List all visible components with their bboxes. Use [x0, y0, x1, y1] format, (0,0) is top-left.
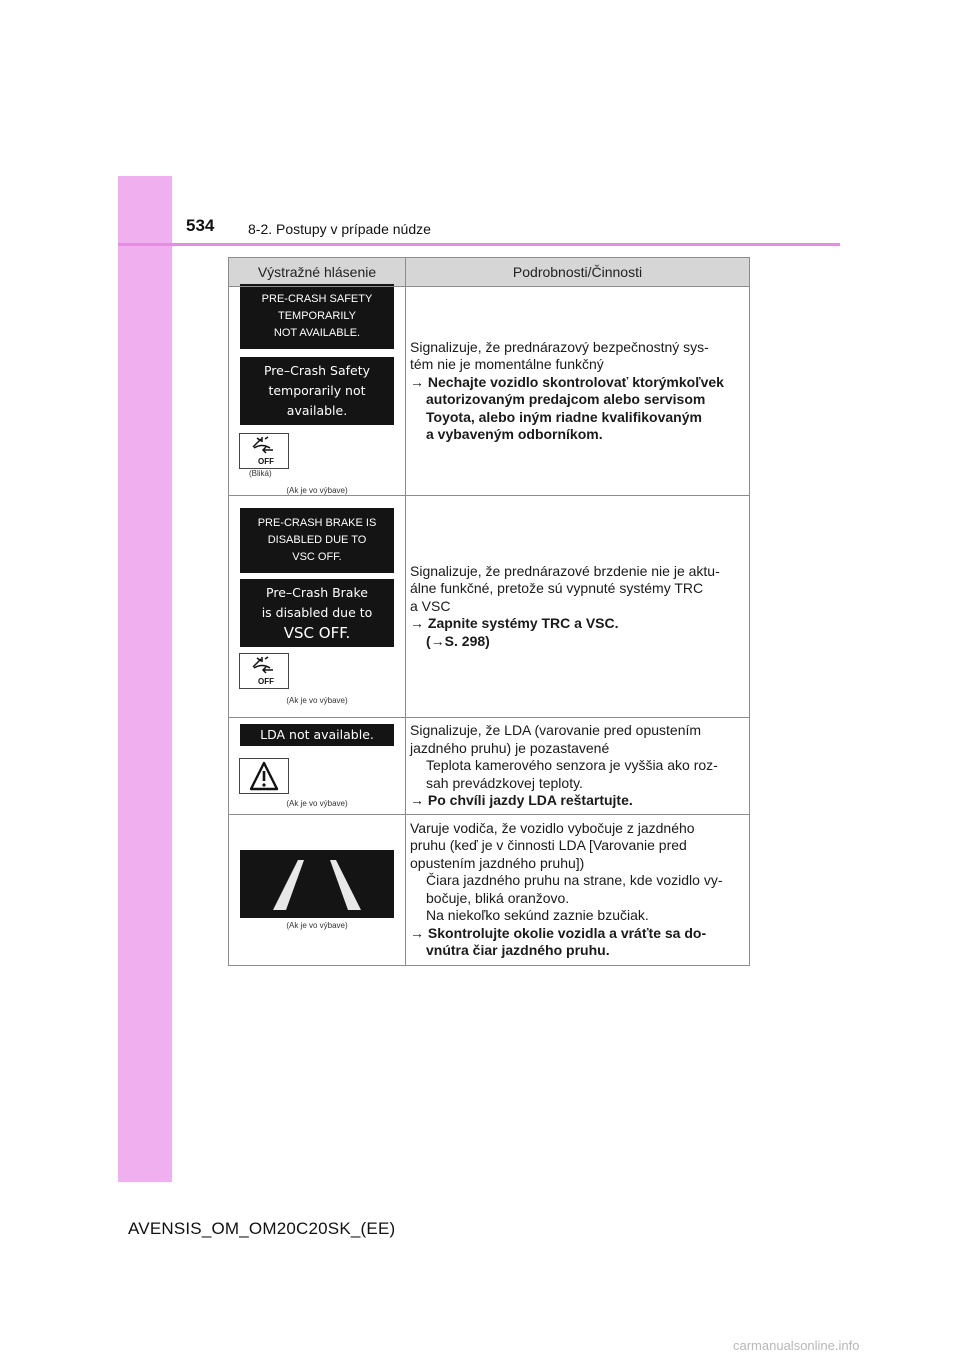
action-line: → Nechajte vozidlo skontrolovať ktorýmkoľvek	[410, 373, 724, 390]
table-row	[229, 496, 750, 718]
watermark: carmanualsonline.info	[733, 1338, 860, 1353]
pcs-warning-light-icon	[240, 434, 288, 468]
header-rule	[118, 243, 840, 246]
table-header-row	[229, 258, 750, 287]
warning-messages-table	[228, 257, 750, 966]
svg-text:OFF: OFF	[258, 677, 274, 686]
details-cell: Signalizuje, že LDA (varovanie pred opustením jazdného pruhu) je pozastavené Teplota kamerového senzora je vyššia ako roz- sah prevádzkovej teploty. → Po chvíli jazdy LDA reštartujte.	[406, 718, 750, 815]
display-message-pcb-graphic: Pre–Crash Brake is disabled due to VSC OFF.	[240, 579, 394, 647]
action-line: → Po chvíli jazdy LDA reštartujte.	[410, 792, 633, 808]
blink-note: (Bliká)	[249, 468, 272, 478]
action-line: → Zapnite systémy TRC a VSC.	[410, 615, 619, 632]
chapter-side-tab	[118, 176, 172, 1182]
svg-text:OFF: OFF	[258, 456, 274, 466]
col-header-warning: Výstražné hlásenie	[229, 258, 406, 287]
pcs-off-indicator-icon	[239, 433, 289, 469]
display-message-lda: LDA not available.	[240, 724, 394, 746]
equipment-note: (Ak je vo výbave)	[286, 485, 348, 495]
section-title: 8-2. Postupy v prípade núdze	[248, 221, 431, 237]
table-row	[229, 287, 750, 496]
table-row	[229, 814, 750, 965]
action-line: → Skontrolujte okolie vozidla a vráťte sa do-	[410, 924, 707, 941]
caution-triangle-icon	[240, 759, 288, 793]
warning-cell	[229, 718, 406, 815]
lane-lines-icon	[240, 850, 394, 918]
warning-cell	[229, 287, 406, 496]
col-header-details: Podrobnosti/Činnosti	[406, 258, 750, 287]
display-message-pcs-graphic: Pre–Crash Safety temporarily not available.	[240, 357, 394, 425]
display-message-pcs-text: PRE-CRASH SAFETY TEMPORARILY NOT AVAILABLE.	[240, 284, 394, 349]
details-cell: Signalizuje, že prednárazové brzdenie nie je aktu- álne funkčné, pretože sú vypnuté systémy TRC a VSC → Zapnite systémy TRC a VSC. (→S. 298)	[406, 496, 750, 718]
equipment-note: (Ak je vo výbave)	[286, 920, 348, 930]
equipment-note: (Ak je vo výbave)	[286, 696, 348, 705]
pcs-warning-light-icon	[240, 654, 288, 688]
details-cell: Signalizuje, že prednárazový bezpečnostný sys- tém nie je momentálne funkčný → Nechajte vozidlo skontrolovať ktorýmkoľvek autorizovaným predajcom alebo servisom Toyota, alebo iným riadne kvalifikovaným a vybaveným odborníkom.	[406, 287, 750, 496]
warning-cell	[229, 814, 406, 965]
document-code: AVENSIS_OM_OM20C20SK_(EE)	[128, 1219, 396, 1238]
table-row	[229, 718, 750, 815]
warning-cell	[229, 496, 406, 718]
pcs-off-indicator-icon	[239, 653, 289, 689]
lane-departure-display	[240, 850, 394, 918]
display-message-pcb-text: PRE-CRASH BRAKE IS DISABLED DUE TO VSC OFF.	[240, 508, 394, 573]
master-warning-icon	[239, 758, 289, 794]
equipment-note: (Ak je vo výbave)	[286, 798, 348, 808]
page-number: 534	[186, 216, 215, 235]
details-cell: Varuje vodiča, že vozidlo vybočuje z jazdného pruhu (keď je v činnosti LDA [Varovanie pred opustením jazdného pruhu]) Čiara jazdného pruhu na strane, kde vozidlo vy- bočuje, bliká oranžovo. Na niekoľko sekúnd zaznie bzučiak. → Skontrolujte okolie vozidla a vráťte sa do- vnútra čiar jazdného pruhu.	[406, 814, 750, 965]
